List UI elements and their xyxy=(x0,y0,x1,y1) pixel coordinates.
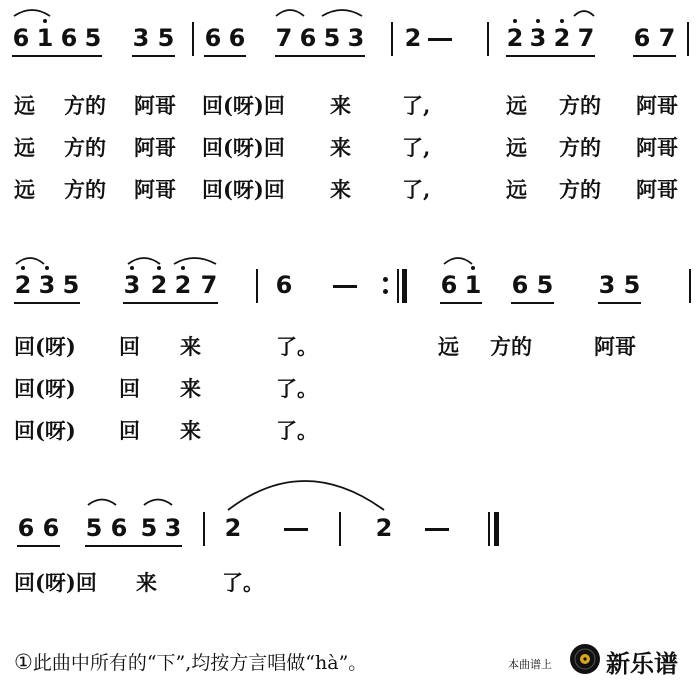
note: 5 xyxy=(323,24,341,52)
note: 1 xyxy=(36,24,54,52)
lyric: 来 xyxy=(180,334,201,359)
note: 6 xyxy=(299,24,317,52)
footnote-marker: ① xyxy=(14,650,33,674)
lyric: 阿哥 xyxy=(594,334,636,359)
slur xyxy=(128,258,160,264)
final-barline-thick xyxy=(494,512,499,546)
lyric: 回(呀) xyxy=(14,376,76,401)
beam-underline xyxy=(12,55,102,57)
slur xyxy=(322,10,362,16)
lyric: 来 xyxy=(180,376,201,401)
slur xyxy=(144,500,172,506)
high-octave-dot xyxy=(181,266,185,270)
note: 6 xyxy=(42,514,60,542)
note: 5 xyxy=(85,514,103,542)
lyric: 回 xyxy=(119,376,140,401)
high-octave-dot xyxy=(471,266,475,270)
note: 2 xyxy=(553,24,571,52)
note: 5 xyxy=(140,514,158,542)
lyric: 阿哥 xyxy=(134,135,176,160)
lyric: 方的 xyxy=(559,177,601,202)
sustain-dash xyxy=(284,528,308,531)
barline xyxy=(687,22,689,56)
barline xyxy=(203,512,205,546)
beam-underline xyxy=(123,302,218,304)
lyric: 了, xyxy=(402,135,431,160)
lyric: 来 xyxy=(136,570,157,595)
note: 3 xyxy=(123,271,141,299)
barline xyxy=(487,22,489,56)
lyric: 远 xyxy=(506,177,527,202)
note: 1 xyxy=(464,271,482,299)
lyric: 方的 xyxy=(559,93,601,118)
lyric: 方的 xyxy=(490,334,532,359)
note: 7 xyxy=(275,24,293,52)
barline xyxy=(192,22,194,56)
high-octave-dot xyxy=(157,266,161,270)
note: 6 xyxy=(204,24,222,52)
beam-underline xyxy=(506,55,595,57)
note: 2 xyxy=(150,271,168,299)
repeat-sign-dots xyxy=(383,275,388,297)
note: 6 xyxy=(228,24,246,52)
lyric: 方的 xyxy=(64,93,106,118)
note: 5 xyxy=(84,24,102,52)
note: 5 xyxy=(536,271,554,299)
note: 3 xyxy=(529,24,547,52)
lyric: 来 xyxy=(330,93,351,118)
repeat-barline-thick xyxy=(402,269,407,303)
slur xyxy=(88,500,116,506)
notation-row-1 xyxy=(0,18,700,58)
beam-underline xyxy=(275,55,365,57)
note: 7 xyxy=(577,24,595,52)
lyric: 了。 xyxy=(276,376,318,401)
note: 2 xyxy=(506,24,524,52)
barline xyxy=(391,22,393,56)
lyric: 了。 xyxy=(222,570,264,595)
sustain-dash xyxy=(333,285,357,288)
high-octave-dot xyxy=(560,19,564,23)
note: 3 xyxy=(132,24,150,52)
lyric: 回(呀) xyxy=(14,334,76,359)
lyric: 阿哥 xyxy=(636,135,678,160)
lyric: 阿哥 xyxy=(636,93,678,118)
lyric: 方的 xyxy=(64,177,106,202)
beam-underline xyxy=(17,545,60,547)
lyric: 回(呀) xyxy=(14,418,76,443)
high-octave-dot xyxy=(130,266,134,270)
lyric: 阿哥 xyxy=(134,177,176,202)
lyric: 远 xyxy=(14,177,35,202)
note: 2 xyxy=(404,24,422,52)
beam-underline xyxy=(633,55,676,57)
high-octave-dot xyxy=(43,19,47,23)
note: 5 xyxy=(157,24,175,52)
record-disc-icon xyxy=(569,643,601,675)
lyric: 来 xyxy=(180,418,201,443)
high-octave-dot xyxy=(21,266,25,270)
slur xyxy=(574,11,594,16)
barline xyxy=(488,512,490,546)
lyric: 远 xyxy=(506,93,527,118)
lyric: 了, xyxy=(402,177,431,202)
note: 5 xyxy=(623,271,641,299)
note: 3 xyxy=(598,271,616,299)
slur xyxy=(14,10,50,16)
note: 6 xyxy=(60,24,78,52)
lyric: 方的 xyxy=(559,135,601,160)
beam-underline xyxy=(85,545,182,547)
note: 2 xyxy=(14,271,32,299)
high-octave-dot xyxy=(45,266,49,270)
lyric: 远 xyxy=(14,135,35,160)
beam-underline xyxy=(132,55,175,57)
site-logo-text: 新乐谱 xyxy=(606,650,678,678)
note: 7 xyxy=(658,24,676,52)
lyric: 来 xyxy=(330,135,351,160)
slur xyxy=(228,481,384,510)
slur xyxy=(444,258,472,264)
barline xyxy=(397,269,399,303)
lyric: 阿哥 xyxy=(636,177,678,202)
lyric: 回(呀)回 xyxy=(202,135,285,160)
barline xyxy=(339,512,341,546)
lyric: 回(呀)回 xyxy=(14,570,97,595)
note: 6 xyxy=(12,24,30,52)
note: 6 xyxy=(440,271,458,299)
beam-underline xyxy=(598,302,641,304)
note: 2 xyxy=(174,271,192,299)
note: 7 xyxy=(200,271,218,299)
beam-underline xyxy=(204,55,246,57)
barline xyxy=(689,269,691,303)
lyric: 阿哥 xyxy=(134,93,176,118)
note: 3 xyxy=(347,24,365,52)
lyric: 了, xyxy=(402,93,431,118)
lyric: 方的 xyxy=(64,135,106,160)
note: 6 xyxy=(110,514,128,542)
notation-row-2 xyxy=(0,265,700,305)
slur xyxy=(276,10,304,16)
slur xyxy=(174,258,216,264)
credit-text: 本曲谱上 xyxy=(508,658,552,671)
lyric: 远 xyxy=(506,135,527,160)
high-octave-dot xyxy=(513,19,517,23)
lyric: 了。 xyxy=(276,334,318,359)
lyric: 来 xyxy=(330,177,351,202)
lyric: 回(呀)回 xyxy=(202,177,285,202)
note: 3 xyxy=(164,514,182,542)
lyric: 远 xyxy=(14,93,35,118)
note: 6 xyxy=(17,514,35,542)
sustain-dash xyxy=(428,38,452,41)
note: 2 xyxy=(375,514,393,542)
note: 3 xyxy=(38,271,56,299)
footnote-text: 此曲中所有的“下”,均按方言唱做“hà”。 xyxy=(32,652,368,674)
beam-underline xyxy=(440,302,482,304)
high-octave-dot xyxy=(536,19,540,23)
note: 6 xyxy=(633,24,651,52)
notation-row-3 xyxy=(0,508,700,548)
note: 6 xyxy=(275,271,293,299)
barline xyxy=(256,269,258,303)
slur xyxy=(16,258,44,264)
lyric: 回(呀)回 xyxy=(202,93,285,118)
lyric: 远 xyxy=(438,334,459,359)
lyric: 回 xyxy=(119,418,140,443)
beam-underline xyxy=(14,302,80,304)
sustain-dash xyxy=(425,528,449,531)
note: 6 xyxy=(511,271,529,299)
note: 2 xyxy=(224,514,242,542)
beam-underline xyxy=(511,302,554,304)
lyric: 回 xyxy=(119,334,140,359)
footnote xyxy=(14,648,367,675)
note: 5 xyxy=(62,271,80,299)
lyric: 了。 xyxy=(276,418,318,443)
